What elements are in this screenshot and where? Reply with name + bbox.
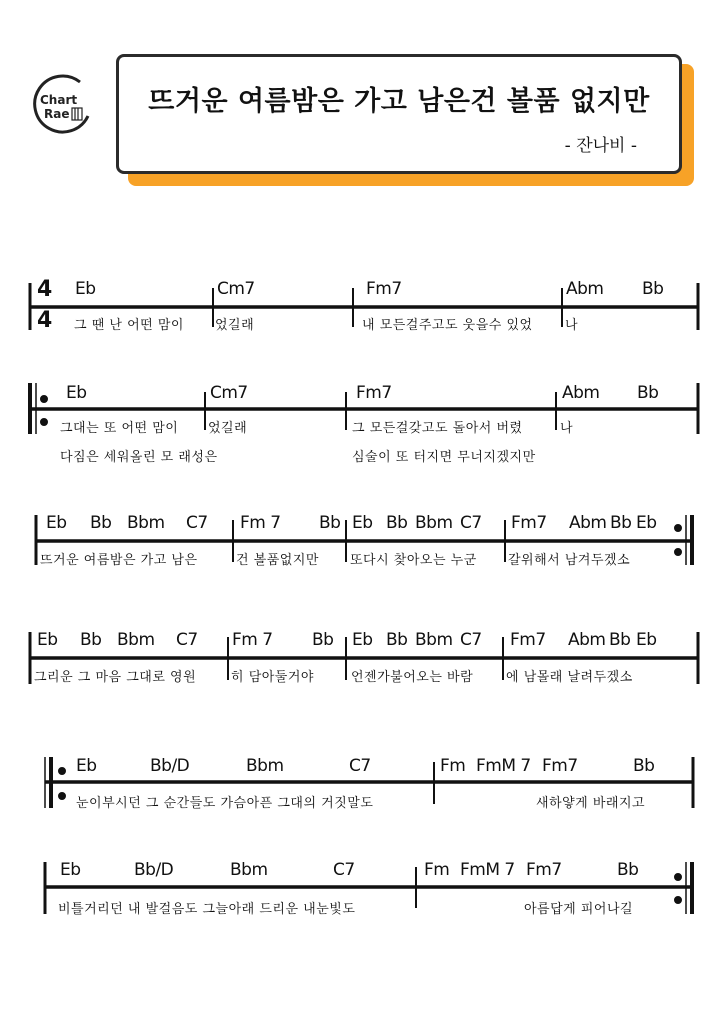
- chord: Bb: [617, 860, 639, 880]
- lyric: 아름답게 피어나길: [524, 902, 634, 917]
- chord: C7: [333, 860, 355, 880]
- chord: Bb/D: [150, 756, 190, 776]
- chord: Eb: [636, 630, 657, 650]
- chord: Eb: [636, 513, 657, 533]
- chord: Bbm: [415, 513, 453, 533]
- song-title: 뜨거운 여름밤은 가고 남은건 볼품 없지만: [148, 86, 650, 117]
- chord: Bbm: [246, 756, 284, 776]
- chord: C7: [186, 513, 208, 533]
- lyric: 그대는 또 어떤 맘이: [60, 421, 179, 436]
- chord: C7: [460, 513, 482, 533]
- chord: C7: [460, 630, 482, 650]
- lyric: 그 모든걸갖고도 돌아서 버렸: [352, 421, 523, 436]
- lyric: 내 모든걸주고도 웃을수 있었: [362, 318, 533, 333]
- chord: Eb: [352, 513, 373, 533]
- lyric: 언젠가불어오는 바람: [351, 670, 474, 685]
- chord: Bbm: [117, 630, 155, 650]
- chord: Eb: [37, 630, 58, 650]
- lyric: 심술이 또 터지면 무너지겠지만: [352, 450, 536, 465]
- chord: Fm 7: [240, 513, 281, 533]
- chord: Abm: [566, 279, 604, 299]
- lyric: 뜨거운 여름밤은 가고 남은: [40, 553, 198, 568]
- chord: Fm7: [526, 860, 562, 880]
- chord: Bb: [637, 383, 659, 403]
- chord: Abm: [562, 383, 600, 403]
- chord: Bb/D: [134, 860, 174, 880]
- lyric: 새하얗게 바래지고: [536, 796, 646, 811]
- chord: Bbm: [127, 513, 165, 533]
- chord: Bb: [80, 630, 102, 650]
- time-signature-top: 4: [37, 277, 53, 302]
- lyric: 다짐은 세워올린 모 래성은: [60, 450, 218, 465]
- chord: Bb: [610, 513, 632, 533]
- chord: Fm7: [511, 513, 547, 533]
- chord: Eb: [76, 756, 97, 776]
- chord: C7: [176, 630, 198, 650]
- chord: C7: [349, 756, 371, 776]
- lyric: 나: [565, 318, 579, 333]
- chord: Bb: [609, 630, 631, 650]
- chord: Cm7: [217, 279, 255, 299]
- chord: Eb: [46, 513, 67, 533]
- chord: Eb: [352, 630, 373, 650]
- chord: Fm7: [366, 279, 402, 299]
- chord: Bb: [386, 630, 408, 650]
- chord: Abm: [569, 513, 607, 533]
- chord: Fm: [424, 860, 450, 880]
- chord: Cm7: [210, 383, 248, 403]
- lyric: 그 땐 난 어떤 맘이: [74, 318, 184, 333]
- lyric: 그리운 그 마음 그대로 영원: [34, 670, 197, 685]
- lyric: 나: [560, 421, 574, 436]
- chord: Bb: [642, 279, 664, 299]
- svg-text:Chart: Chart: [40, 93, 78, 107]
- chord: Bb: [386, 513, 408, 533]
- chord: Abm: [568, 630, 606, 650]
- chord: Bb: [312, 630, 334, 650]
- chord: Bb: [90, 513, 112, 533]
- lyric: 건 볼품없지만: [236, 553, 319, 568]
- chord: FmM 7: [460, 860, 515, 880]
- lyric: 에 남몰래 날려두겠소: [506, 670, 633, 685]
- chord: Fm7: [356, 383, 392, 403]
- lyric: 었길래: [215, 318, 255, 333]
- lyric: 었길래: [208, 421, 248, 436]
- artist-name: - 잔나비 -: [564, 136, 637, 156]
- chord: Fm7: [542, 756, 578, 776]
- chord: Eb: [60, 860, 81, 880]
- chord: Bb: [633, 756, 655, 776]
- lyric: 비틀거리던 내 발걸음도 그늘아래 드리운 내눈빛도: [58, 902, 356, 917]
- chord: Fm: [440, 756, 466, 776]
- time-signature-bottom: 4: [37, 308, 53, 333]
- lyric: 갈위해서 남겨두겠소: [508, 553, 631, 568]
- chord: Fm7: [510, 630, 546, 650]
- chord: Eb: [75, 279, 96, 299]
- lyric: 히 담아둘거야: [231, 670, 314, 685]
- chord: Bbm: [415, 630, 453, 650]
- svg-text:Rae: Rae: [44, 107, 70, 121]
- lyric: 또다시 찾아오는 누군: [350, 553, 477, 568]
- chord: Bb: [319, 513, 341, 533]
- chord: Eb: [66, 383, 87, 403]
- chord: Bbm: [230, 860, 268, 880]
- lyric: 눈이부시던 그 순간들도 가슴아픈 그대의 거짓말도: [76, 796, 374, 811]
- chord: FmM 7: [476, 756, 531, 776]
- chord: Fm 7: [232, 630, 273, 650]
